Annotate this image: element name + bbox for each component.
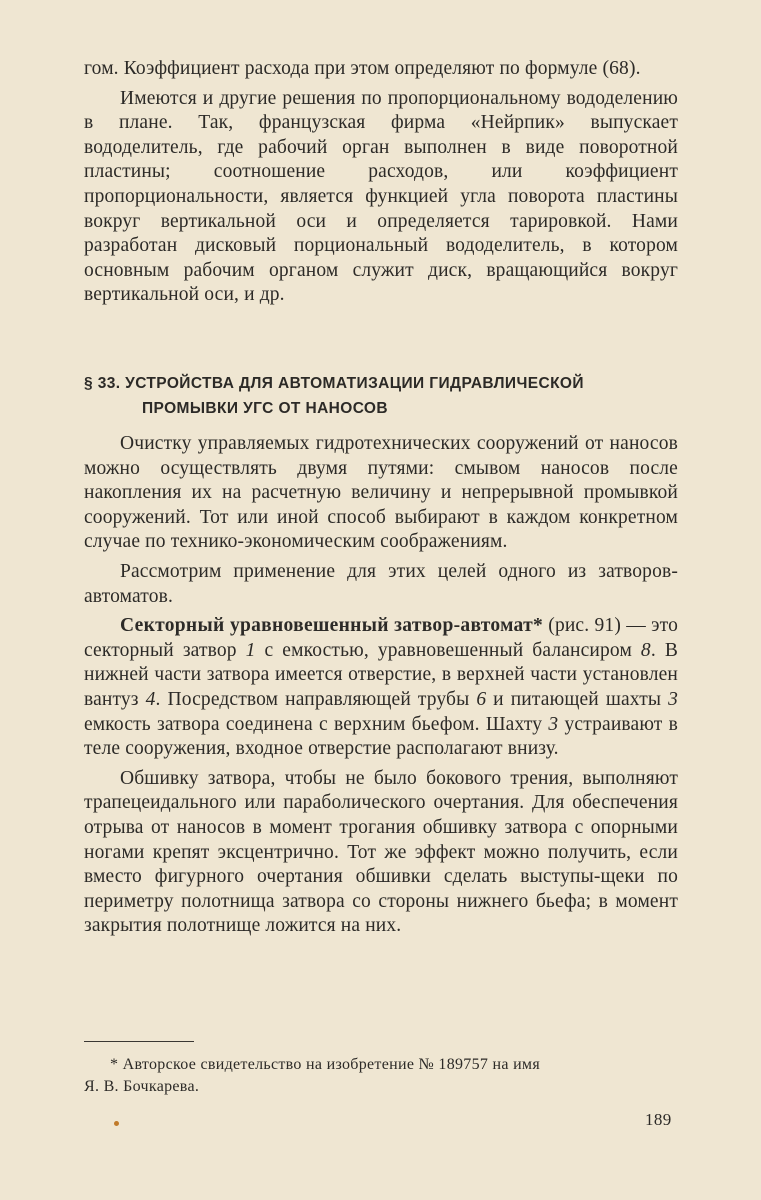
text-block-top (84, 57, 678, 308)
paragraph-consider: Рассмотрим применение для этих целей одного из затворов-автоматов. (84, 560, 678, 607)
ref-number: 1 (245, 639, 256, 661)
ref-number: 3 (668, 688, 678, 710)
text-block-section (84, 432, 678, 939)
ref-number: 6 (476, 688, 487, 710)
text-run: с емкостью, уравновешенный балансиром (255, 639, 641, 661)
text-run: устраивают в теле сооружения, входное отверстие располагают внизу. (84, 713, 678, 760)
text-run: . Посредством направляющей трубы (155, 688, 477, 710)
footnote-line2: Я. В. Бочкарева. (84, 1078, 200, 1095)
page-number: 189 (645, 1110, 672, 1129)
footnote (84, 1054, 678, 1098)
text-run: емкость затвора соединена с верхним бьефом. Шахту (84, 713, 549, 735)
section-heading-line1: § 33. УСТРОЙСТВА ДЛЯ АВТОМАТИЗАЦИИ ГИДРАВЛИЧЕСКОЙ (84, 375, 584, 392)
text-run: и питающей шахты (486, 688, 669, 710)
paragraph-sediment-cleaning: Очистку управляемых гидротехнических сооружений от наносов можно осуществлять двумя путями: смывом наносов после накопления их на расчетную величину и непрерывной промывкой сооружений. Тот или иной способ выбирают в каждом конкретном случае по технико-экономическим соображениям. (84, 433, 678, 553)
term-sector-gate: Секторный уравновешенный затвор-автомат* (120, 615, 544, 637)
ref-number: 3 (548, 713, 559, 735)
ref-number: 8 (640, 639, 651, 661)
section-heading (84, 371, 678, 421)
paragraph-continuation: гом. Коэффициент расхода при этом определяют по формуле (68). (84, 58, 641, 79)
text-run: . В нижней части затвора имеется отверстие, в верхней части установлен вантуз (84, 639, 678, 710)
paragraph-gate-sheathing: Обшивку затвора, чтобы не было бокового трения, выполняют трапецеидального или параболического очертания. Для обеспечения отрыва от наносов в момент трогания обшивку затвора с опорными ногами крепят эксцентрично. Тот же эффект можно получить, если вместо фигурного очертания обшивки сделать выступы-щеки по периметру полотнища затвора со стороны нижнего бьефа; в момент закрытия полотнище ложится на них. (84, 767, 678, 937)
ref-number: 4 (145, 688, 156, 710)
footnote-line1: * Авторское свидетельство на изобретение № 189757 на имя (110, 1056, 541, 1073)
paragraph-sector-gate (84, 614, 678, 762)
ink-mark (114, 1121, 119, 1126)
footnote-divider (84, 1041, 194, 1042)
paragraph-water-division: Имеются и другие решения по пропорциональному вододелению в плане. Так, французская фирма «Нейрпик» выпускает вододелитель, где рабочий орган выполнен в виде поворотной пластины; соотношение расходов, или коэффициент пропорциональности, является функцией угла поворота пластины вокруг вертикальной оси и определяется тарировкой. Нами разработан дисковый порциональный вододелитель, в котором основным рабочим органом служит диск, вращающийся вокруг вертикальной оси, и др. (84, 87, 678, 306)
section-heading-line2: ПРОМЫВКИ УГС ОТ НАНОСОВ (142, 400, 388, 417)
text-run: (рис. 91) — это секторный затвор (84, 615, 678, 661)
